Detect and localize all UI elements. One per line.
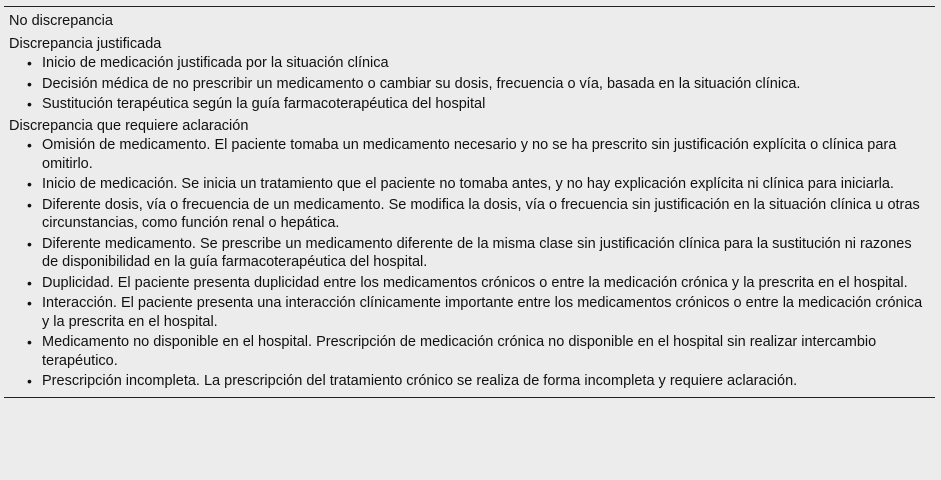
list-item: • Inicio de medicación justificada por la situación clínica [4, 54, 935, 73]
list-item: • Omisión de medicamento. El paciente tomaba un medicamento necesario y no se ha prescrito sin justificación explícita o clínica para omitirlo. [4, 136, 935, 173]
list-item: • Diferente dosis, vía o frecuencia de un medicamento. Se modifica la dosis, vía o frecuencia sin justificación en la situación clínica u otras circunstancias, como función renal o hepática. [4, 196, 935, 233]
list-item: • Duplicidad. El paciente presenta duplicidad entre los medicamentos crónicos o entre la medicación crónica y la prescrita en el hospital. [4, 274, 935, 293]
bullet-list [4, 136, 935, 391]
section-no-discrepancia [4, 11, 935, 32]
section-title: No discrepancia [9, 13, 113, 29]
list-item: • Interacción. El paciente presenta una interacción clínicamente importante entre los medicamentos crónicos o entre la medicación crónica y la prescrita en el hospital. [4, 294, 935, 331]
section-title: Discrepancia justificada [9, 35, 162, 52]
bullet-list [4, 54, 935, 114]
section-title: Discrepancia que requiere aclaración [9, 117, 249, 134]
list-item: • Prescripción incompleta. La prescripción del tratamiento crónico se realiza de forma incompleta y requiere aclaración. [4, 372, 935, 391]
discrepancy-classification-table [4, 6, 935, 398]
list-item: • Decisión médica de no prescribir un medicamento o cambiar su dosis, frecuencia o vía, basada en la situación clínica. [4, 75, 935, 94]
list-item: • Medicamento no disponible en el hospital. Prescripción de medicación crónica no disponible en el hospital sin realizar intercambio terapéutico. [4, 333, 935, 370]
section-discrepancia-aclaracion [4, 116, 935, 391]
list-item: • Sustitución terapéutica según la guía farmacoterapéutica del hospital [4, 95, 935, 114]
section-discrepancia-justificada [4, 34, 935, 114]
list-item: • Inicio de medicación. Se inicia un tratamiento que el paciente no tomaba antes, y no hay explicación explícita ni clínica para iniciarla. [4, 175, 935, 194]
list-item: • Diferente medicamento. Se prescribe un medicamento diferente de la misma clase sin justificación clínica para la sustitución ni razones de disponibilidad en la guía farmacoterapéutica del hospital. [4, 235, 935, 272]
